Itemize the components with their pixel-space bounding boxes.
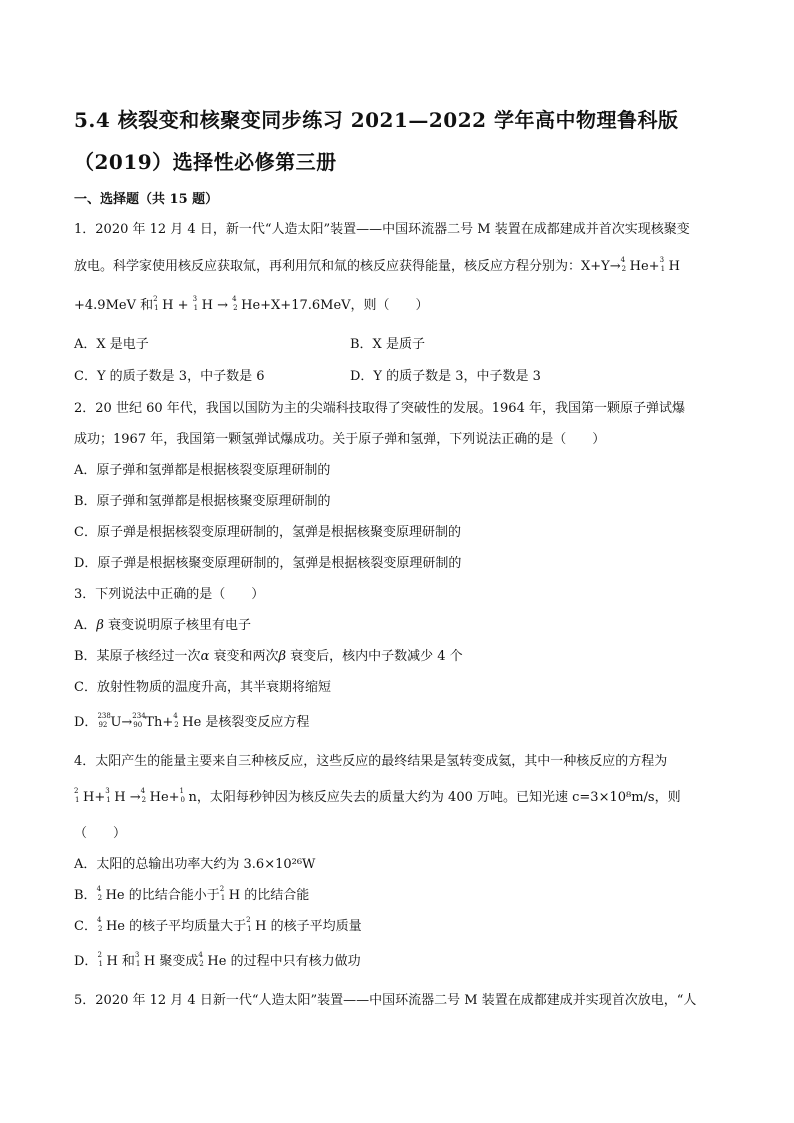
q4-option-c[interactable]: C． 4 2 He 的核子平均质量大于 2 1 H 的核子平均质量 (74, 916, 362, 934)
document-title-line-2: （2019）选择性必修第三册 (74, 150, 337, 174)
q2-option-d[interactable]: D．原子弹是根据核聚变原理研制的，氢弹是根据核裂变原理研制的 (74, 556, 462, 571)
q4-option-b[interactable]: B． 4 2 He 的比结合能小于 2 1 H 的比结合能 (74, 885, 310, 903)
isotope-he4: 4 2 (173, 712, 179, 729)
q4-stem-line-1: 4．太阳产生的能量主要来自三种核反应，这些反应的最终结果是氢转变成氦，其中一种核反应的方程为 (74, 754, 668, 769)
isotope-h2: 2 1 (219, 885, 226, 902)
isotope-h2: 2 1 (246, 916, 252, 933)
q2-option-c[interactable]: C．原子弹是根据核裂变原理研制的，氢弹是根据核聚变原理研制的 (74, 525, 461, 540)
q1-stem-line-2: 放电。科学家使用核反应获取氚，再利用氘和氚的核反应获得能量，核反应方程分别为：X+Y→ 4 2 He+ 3 1 H (74, 256, 680, 274)
q1-stem-line-3: +4.9MeV 和 2 1 H + 3 1 H → 4 2 He+X+17.6MeV，则（ ） (74, 295, 429, 313)
document-title-line-1: 5.4 核裂变和核聚变同步练习 2021—2022 学年高中物理鲁科版 (74, 108, 679, 132)
q4-option-d[interactable]: D． 2 1 H 和 3 1 H 聚变成 4 2 He 的过程中只有核力做功 (74, 951, 361, 969)
q2-stem-line-1: 2．20 世纪 60 年代，我国以国防为主的尖端科技取得了突破性的发展。1964 年，我国第一颗原子弹试爆 (74, 401, 685, 416)
isotope-h2: 2 1 (153, 295, 159, 312)
isotope-h3: 3 1 (192, 295, 199, 312)
section-heading: 一、选择题（共 15 题） (74, 192, 219, 207)
isotope-he4: 4 2 (232, 295, 238, 312)
isotope-h3: 3 1 (105, 787, 111, 804)
isotope-he4: 4 2 (140, 787, 147, 804)
isotope-u238: 238 92 (97, 712, 111, 729)
q3-stem: 3．下列说法中正确的是（ ） (74, 587, 265, 602)
q3-option-c[interactable]: C．放射性物质的温度升高，其半衰期将缩短 (74, 680, 331, 695)
isotope-h2: 2 1 (74, 787, 80, 804)
q1-option-a[interactable]: A．X 是电子 (74, 337, 149, 352)
q4-stem-line-2: 2 1 H+ 3 1 H → 4 2 He+ 1 0 n，太阳每秒钟因为核反应失去的质量大约为 400 万吨。已知光速 c=3×10⁸m/s，则 (74, 787, 681, 805)
q1-stem-line-1: 1．2020 年 12 月 4 日，新一代“人造太阳”装置——中国环流器二号 M 装置在成都建成并首次实现核聚变 (74, 222, 690, 237)
isotope-th234: 234 90 (132, 712, 146, 729)
isotope-he4: 4 2 (96, 885, 103, 902)
q2-option-a[interactable]: A．原子弹和氢弹都是根据核裂变原理研制的 (74, 463, 331, 478)
isotope-he4: 4 2 (198, 951, 204, 968)
isotope-neutron: 1 0 (179, 787, 186, 804)
q4-option-a[interactable]: A．太阳的总输出功率大约为 3.6×10²⁶W (74, 857, 316, 872)
q5-stem-line-1: 5．2020 年 12 月 4 日新一代“人造太阳”装置——中国环流器二号 M 装置在成都建成并实现首次放电，“人 (74, 993, 697, 1008)
q3-option-b[interactable]: B．某原子核经过一次α 衰变和两次β 衰变后，核内中子数减少 4 个 (74, 649, 463, 664)
q1-option-d[interactable]: D．Y 的质子数是 3，中子数是 3 (350, 369, 541, 384)
q2-option-b[interactable]: B．原子弹和氢弹都是根据核聚变原理研制的 (74, 494, 331, 509)
isotope-h3: 3 1 (659, 256, 666, 273)
isotope-he4: 4 2 (620, 256, 627, 273)
q3-option-d[interactable]: D． 238 92 U→ 234 90 Th+ 4 2 He 是核裂变反应方程 (74, 712, 310, 730)
q1-option-b[interactable]: B．X 是质子 (350, 337, 425, 352)
q1-option-c[interactable]: C．Y 的质子数是 3，中子数是 6 (74, 369, 265, 384)
isotope-h3: 3 1 (134, 951, 141, 968)
isotope-h2: 2 1 (97, 951, 103, 968)
q4-stem-line-3: （ ） (74, 826, 127, 841)
q3-option-a[interactable]: A．β 衰变说明原子核里有电子 (74, 618, 252, 633)
isotope-he4: 4 2 (96, 916, 103, 933)
q2-stem-line-2: 成功；1967 年，我国第一颗氢弹试爆成功。关于原子弹和氢弹，下列说法正确的是（ ） (74, 432, 606, 447)
